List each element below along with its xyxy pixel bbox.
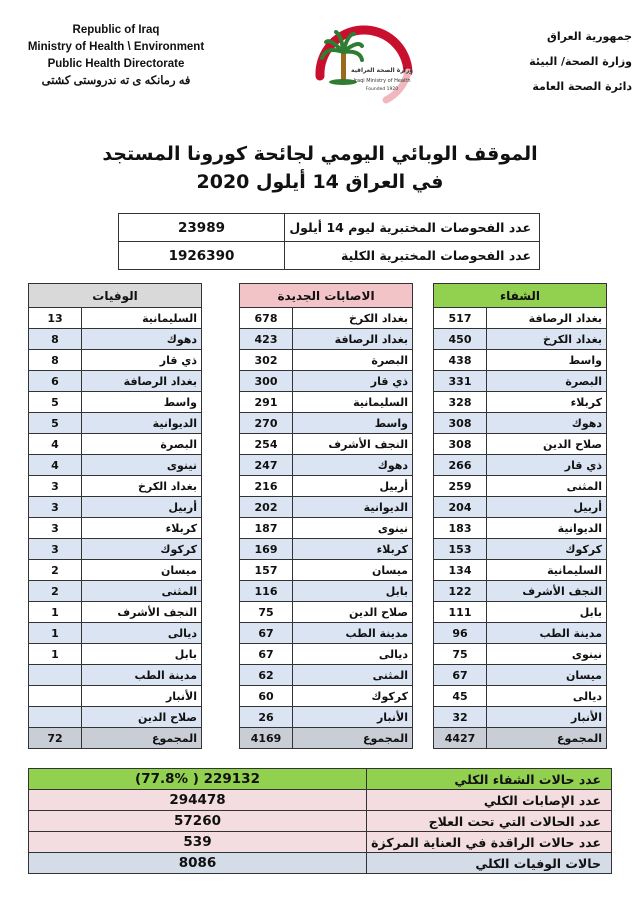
table-row	[29, 308, 202, 329]
province-cell: بغداد الكرخ	[82, 476, 202, 497]
header-ar-line: جمهورية العراق	[547, 30, 632, 43]
province-cell: المثنى	[293, 665, 413, 686]
count-cell: 183	[434, 518, 487, 539]
summary-row	[29, 811, 612, 832]
count-cell: 300	[240, 371, 293, 392]
province-cell: أربيل	[293, 476, 413, 497]
province-cell: نينوى	[82, 455, 202, 476]
table-row	[434, 602, 607, 623]
table-row	[29, 476, 202, 497]
table-row	[434, 518, 607, 539]
header-english	[6, 22, 226, 90]
summary-row	[29, 790, 612, 811]
table-row	[240, 329, 413, 350]
count-cell: 291	[240, 392, 293, 413]
count-cell: 308	[434, 413, 487, 434]
tests-row	[119, 242, 540, 270]
province-cell: الديوانية	[82, 413, 202, 434]
count-cell: 450	[434, 329, 487, 350]
count-cell: 423	[240, 329, 293, 350]
count-cell: 3	[29, 539, 82, 560]
table-row	[29, 497, 202, 518]
table-row	[434, 623, 607, 644]
count-cell: 1	[29, 644, 82, 665]
table-row	[240, 518, 413, 539]
table-row	[434, 686, 607, 707]
count-cell: 67	[434, 665, 487, 686]
table-row	[240, 350, 413, 371]
cases-header: الاصابات الجديدة	[240, 284, 413, 308]
province-cell: البصرة	[82, 434, 202, 455]
ministry-logo-icon	[296, 12, 424, 110]
province-cell: السليمانية	[293, 392, 413, 413]
count-cell: 75	[240, 602, 293, 623]
header-ar-line: دائرة الصحة العامة	[532, 80, 632, 93]
table-row	[240, 644, 413, 665]
table-row	[240, 707, 413, 728]
province-cell: بغداد الكرخ	[293, 308, 413, 329]
summary-label: حالات الوفيات الكلي	[367, 853, 612, 874]
total-label: المجموع	[293, 728, 413, 749]
total-label: المجموع	[487, 728, 607, 749]
count-cell: 270	[240, 413, 293, 434]
table-row	[240, 308, 413, 329]
count-cell: 517	[434, 308, 487, 329]
province-cell: ذي قار	[487, 455, 607, 476]
table-row	[29, 413, 202, 434]
province-cell: كربلاء	[82, 518, 202, 539]
ministry-logo	[296, 12, 424, 110]
count-cell	[29, 665, 82, 686]
table-row	[240, 497, 413, 518]
province-cell: الأنبار	[82, 686, 202, 707]
header-en-line: Republic of Iraq	[72, 24, 160, 36]
count-cell: 45	[434, 686, 487, 707]
total-label: المجموع	[82, 728, 202, 749]
province-cell: ميسان	[293, 560, 413, 581]
header-en-line: Ministry of Health \ Environment	[27, 41, 205, 53]
svg-text:وزارة الصحة العراقية: وزارة الصحة العراقية	[350, 67, 414, 74]
province-cell: كركوك	[293, 686, 413, 707]
lab-tests-table	[118, 213, 540, 270]
summary-value: 57260	[29, 811, 367, 832]
table-row	[434, 476, 607, 497]
tests-row	[119, 214, 540, 242]
table-row	[29, 455, 202, 476]
count-cell: 3	[29, 476, 82, 497]
table-row	[29, 602, 202, 623]
count-cell: 116	[240, 581, 293, 602]
count-cell: 153	[434, 539, 487, 560]
recovered-header: الشفاء	[434, 284, 607, 308]
table-row	[240, 476, 413, 497]
count-cell: 134	[434, 560, 487, 581]
table-row	[29, 434, 202, 455]
province-cell: دهوك	[82, 329, 202, 350]
province-cell: دهوك	[293, 455, 413, 476]
table-row	[434, 581, 607, 602]
table-row	[434, 560, 607, 581]
summary-label: عدد حالات الشفاء الكلي	[367, 769, 612, 790]
svg-text:Iraqi Ministry of Health: Iraqi Ministry of Health	[353, 78, 411, 84]
province-cell: ميسان	[487, 665, 607, 686]
table-row	[240, 581, 413, 602]
province-cell: مدينة الطب	[293, 623, 413, 644]
count-cell: 6	[29, 371, 82, 392]
table-row	[29, 350, 202, 371]
province-cell: الأنبار	[293, 707, 413, 728]
count-cell: 202	[240, 497, 293, 518]
count-cell: 13	[29, 308, 82, 329]
province-cell: صلاح الدين	[487, 434, 607, 455]
count-cell: 8	[29, 329, 82, 350]
count-cell: 4	[29, 455, 82, 476]
deaths-total-row	[29, 728, 202, 749]
province-cell: كربلاء	[487, 392, 607, 413]
province-cell: بغداد الكرخ	[487, 329, 607, 350]
table-row	[29, 623, 202, 644]
table-row	[240, 665, 413, 686]
summary-value: 8086	[29, 853, 367, 874]
summary-label: عدد حالات الراقدة في العناية المركزة	[367, 832, 612, 853]
table-row	[29, 686, 202, 707]
table-row	[434, 413, 607, 434]
table-row	[434, 497, 607, 518]
province-cell: ميسان	[82, 560, 202, 581]
province-cell: النجف الأشرف	[82, 602, 202, 623]
count-cell: 3	[29, 518, 82, 539]
count-cell	[29, 686, 82, 707]
count-cell: 32	[434, 707, 487, 728]
table-row	[29, 518, 202, 539]
count-cell: 3	[29, 497, 82, 518]
table-row	[29, 665, 202, 686]
table-row	[240, 602, 413, 623]
province-cell: مدينة الطب	[82, 665, 202, 686]
total-value: 4427	[434, 728, 487, 749]
province-cell: بابل	[487, 602, 607, 623]
count-cell: 266	[434, 455, 487, 476]
table-row	[240, 392, 413, 413]
count-cell: 216	[240, 476, 293, 497]
count-cell: 75	[434, 644, 487, 665]
province-cell: السليمانية	[487, 560, 607, 581]
summary-table	[28, 768, 612, 874]
table-row	[240, 434, 413, 455]
table-row	[434, 455, 607, 476]
province-cell: واسط	[293, 413, 413, 434]
count-cell: 259	[434, 476, 487, 497]
province-cell: البصرة	[487, 371, 607, 392]
table-row	[240, 413, 413, 434]
summary-row	[29, 853, 612, 874]
summary-label: عدد الإصابات الكلي	[367, 790, 612, 811]
province-cell: النجف الأشرف	[293, 434, 413, 455]
count-cell: 5	[29, 413, 82, 434]
province-cell: كركوك	[82, 539, 202, 560]
province-cell: ذي قار	[82, 350, 202, 371]
table-row	[434, 329, 607, 350]
cases-table	[239, 283, 413, 749]
count-cell: 8	[29, 350, 82, 371]
deaths-table	[28, 283, 202, 749]
total-value: 72	[29, 728, 82, 749]
recovered-total-row	[434, 728, 607, 749]
header-arabic	[472, 24, 632, 99]
province-cell: السليمانية	[82, 308, 202, 329]
count-cell: 328	[434, 392, 487, 413]
province-cell: كركوك	[487, 539, 607, 560]
count-cell: 254	[240, 434, 293, 455]
province-cell: ذي قار	[293, 371, 413, 392]
deaths-header: الوفيات	[29, 284, 202, 308]
province-cell: بغداد الرصافة	[82, 371, 202, 392]
table-row	[434, 308, 607, 329]
tests-value: 1926390	[119, 242, 285, 270]
table-row	[434, 665, 607, 686]
count-cell: 96	[434, 623, 487, 644]
total-value: 4169	[240, 728, 293, 749]
province-cell: واسط	[82, 392, 202, 413]
report-title: الموقف الوبائي اليومي لجائحة كورونا المستجد	[102, 143, 538, 165]
province-cell: بابل	[82, 644, 202, 665]
tests-value: 23989	[119, 214, 285, 242]
count-cell: 2	[29, 581, 82, 602]
count-cell: 678	[240, 308, 293, 329]
province-cell: صلاح الدين	[82, 707, 202, 728]
table-row	[29, 707, 202, 728]
header-ar-line: وزارة الصحة/ البيئة	[529, 55, 632, 68]
table-row	[29, 560, 202, 581]
summary-value: (77.8% ) 229132	[29, 769, 367, 790]
count-cell: 157	[240, 560, 293, 581]
table-row	[29, 392, 202, 413]
count-cell: 169	[240, 539, 293, 560]
summary-row	[29, 832, 612, 853]
header-en-line: Public Health Directorate	[47, 58, 185, 70]
table-row	[434, 350, 607, 371]
count-cell: 111	[434, 602, 487, 623]
summary-row	[29, 769, 612, 790]
table-row	[29, 644, 202, 665]
count-cell: 438	[434, 350, 487, 371]
recovered-table	[433, 283, 607, 749]
table-row	[240, 539, 413, 560]
province-cell: بابل	[293, 581, 413, 602]
province-cell: الديوانية	[487, 518, 607, 539]
table-row	[434, 371, 607, 392]
table-row	[240, 455, 413, 476]
province-cell: ديالى	[82, 623, 202, 644]
province-cell: مدينة الطب	[487, 623, 607, 644]
province-cell: بغداد الرصافة	[293, 329, 413, 350]
report-subtitle: في العراق 14 أيلول 2020	[196, 171, 444, 193]
count-cell: 122	[434, 581, 487, 602]
recovered-header-row	[434, 284, 607, 308]
count-cell: 26	[240, 707, 293, 728]
province-cell: المثنى	[487, 476, 607, 497]
province-cell: الأنبار	[487, 707, 607, 728]
province-cell: أربيل	[487, 497, 607, 518]
province-cell: المثنى	[82, 581, 202, 602]
count-cell: 62	[240, 665, 293, 686]
count-cell: 4	[29, 434, 82, 455]
count-cell: 302	[240, 350, 293, 371]
province-cell: دهوك	[487, 413, 607, 434]
tests-label: عدد الفحوصات المختبرية الكلية	[285, 242, 540, 270]
table-row	[29, 539, 202, 560]
province-cell: واسط	[487, 350, 607, 371]
province-cell: ديالى	[293, 644, 413, 665]
count-cell: 67	[240, 623, 293, 644]
count-cell: 1	[29, 623, 82, 644]
province-cell: بغداد الرصافة	[487, 308, 607, 329]
province-cell: صلاح الدين	[293, 602, 413, 623]
province-cell: الديوانية	[293, 497, 413, 518]
table-row	[240, 371, 413, 392]
count-cell: 187	[240, 518, 293, 539]
province-cell: أربيل	[82, 497, 202, 518]
table-row	[434, 707, 607, 728]
cases-total-row	[240, 728, 413, 749]
count-cell: 331	[434, 371, 487, 392]
count-cell: 204	[434, 497, 487, 518]
cases-header-row	[240, 284, 413, 308]
svg-text:Founded 1920: Founded 1920	[365, 87, 399, 92]
province-cell: النجف الأشرف	[487, 581, 607, 602]
header-en-line: فه رمانكه ى ته ندروستى كشتى	[41, 75, 191, 87]
table-row	[434, 539, 607, 560]
summary-value: 539	[29, 832, 367, 853]
count-cell	[29, 707, 82, 728]
table-row	[29, 329, 202, 350]
table-row	[29, 581, 202, 602]
table-row	[240, 560, 413, 581]
tests-label: عدد الفحوصات المختبرية ليوم 14 أيلول	[285, 214, 540, 242]
table-row	[240, 623, 413, 644]
province-cell: نينوى	[293, 518, 413, 539]
count-cell: 5	[29, 392, 82, 413]
province-cell: كربلاء	[293, 539, 413, 560]
count-cell: 2	[29, 560, 82, 581]
count-cell: 247	[240, 455, 293, 476]
summary-label: عدد الحالات التي تحت العلاج	[367, 811, 612, 832]
table-row	[240, 686, 413, 707]
province-cell: نينوى	[487, 644, 607, 665]
table-row	[434, 392, 607, 413]
deaths-header-row	[29, 284, 202, 308]
summary-value: 294478	[29, 790, 367, 811]
table-row	[29, 371, 202, 392]
province-cell: ديالى	[487, 686, 607, 707]
count-cell: 1	[29, 602, 82, 623]
count-cell: 60	[240, 686, 293, 707]
province-cell: البصرة	[293, 350, 413, 371]
count-cell: 308	[434, 434, 487, 455]
count-cell: 67	[240, 644, 293, 665]
table-row	[434, 434, 607, 455]
table-row	[434, 644, 607, 665]
